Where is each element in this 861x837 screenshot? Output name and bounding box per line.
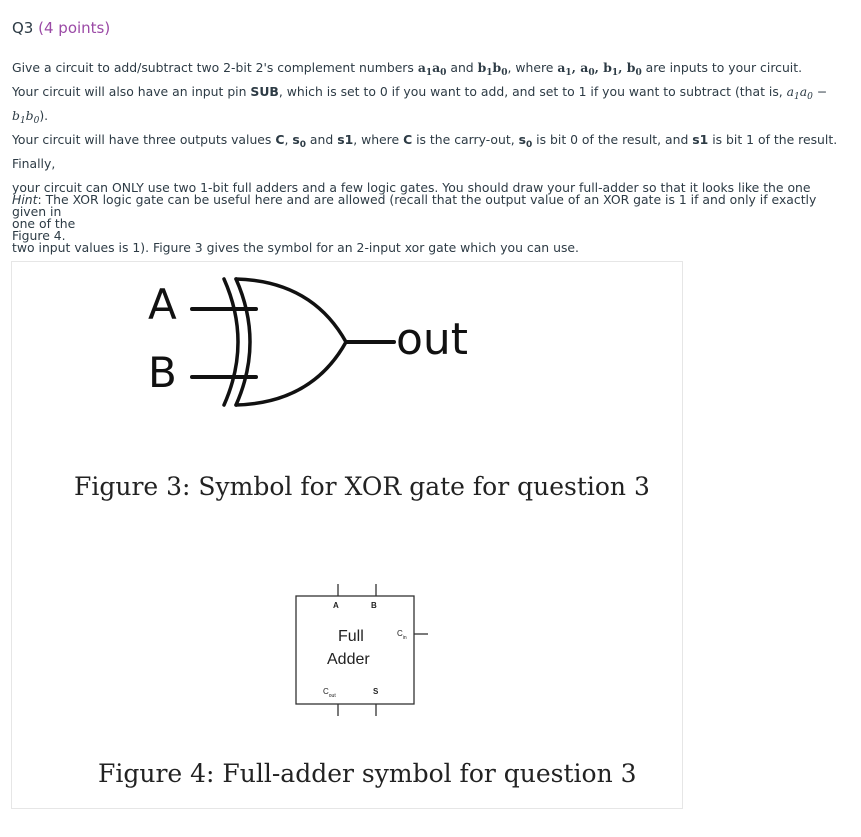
question-title [12, 19, 110, 37]
figure-image [11, 261, 683, 809]
question-points: (4 points) [38, 19, 111, 37]
hint-label: Hint [12, 192, 38, 207]
body-line-3: Your circuit will have three outputs values C, $s_0$ and s1, where C is the carry-out, $s_0$ is bit 0 of the result, and s1 is bit 1 of the result. Finally, [12, 132, 838, 171]
fa-label-line1: Full [338, 628, 364, 645]
xor-input-a-label: A [148, 280, 177, 329]
hint-line-2: two input values is 1). Figure 3 gives the symbol for an 2-input xor gate which you can use. [12, 240, 579, 255]
body-line-1: Give a circuit to add/subtract two 2-bit 2's complement numbers $a_1a_0$ and $b_1b_0$, where $a_1$, $a_0$, $b_1$, $b_0$ are inputs to your circuit. [12, 60, 803, 78]
hint-line-1: Hint: The XOR logic gate can be useful here and are allowed (recall that the output value of an XOR gate is 1 if and only if exactly one of the [12, 192, 817, 231]
fa-pin-a-label: A [333, 601, 339, 610]
body-line-4: your circuit can ONLY use two 1-bit full adders and a few logic gates. You should draw your full-adder so that it looks like the one given in [12, 180, 811, 219]
figure-4-caption: Figure 4: Full-adder symbol for question 3 [98, 759, 637, 788]
fa-sum-label: S [373, 687, 379, 696]
fa-pin-b-label: B [371, 601, 377, 610]
xor-output-label: out [396, 314, 469, 365]
xor-gate-icon [172, 267, 412, 417]
xor-input-b-label: B [148, 348, 177, 397]
body-line-5: Figure 4. [12, 228, 66, 243]
fa-label-line2: Adder [327, 651, 370, 668]
body-line-2: Your circuit will also have an input pin SUB, which is set to 0 if you want to add, and set to 1 if you want to subtract (that is, $a_1a_0 - b_1b_0$). [12, 84, 828, 126]
question-number: Q3 [12, 19, 34, 37]
figure-3-caption: Figure 3: Symbol for XOR gate for question 3 [74, 472, 650, 501]
fa-carry-right-label: $C_{in}$ [397, 629, 407, 641]
fa-carry-bottom-label: $C_{out}$ [323, 687, 336, 699]
hint-paragraph [12, 188, 842, 260]
